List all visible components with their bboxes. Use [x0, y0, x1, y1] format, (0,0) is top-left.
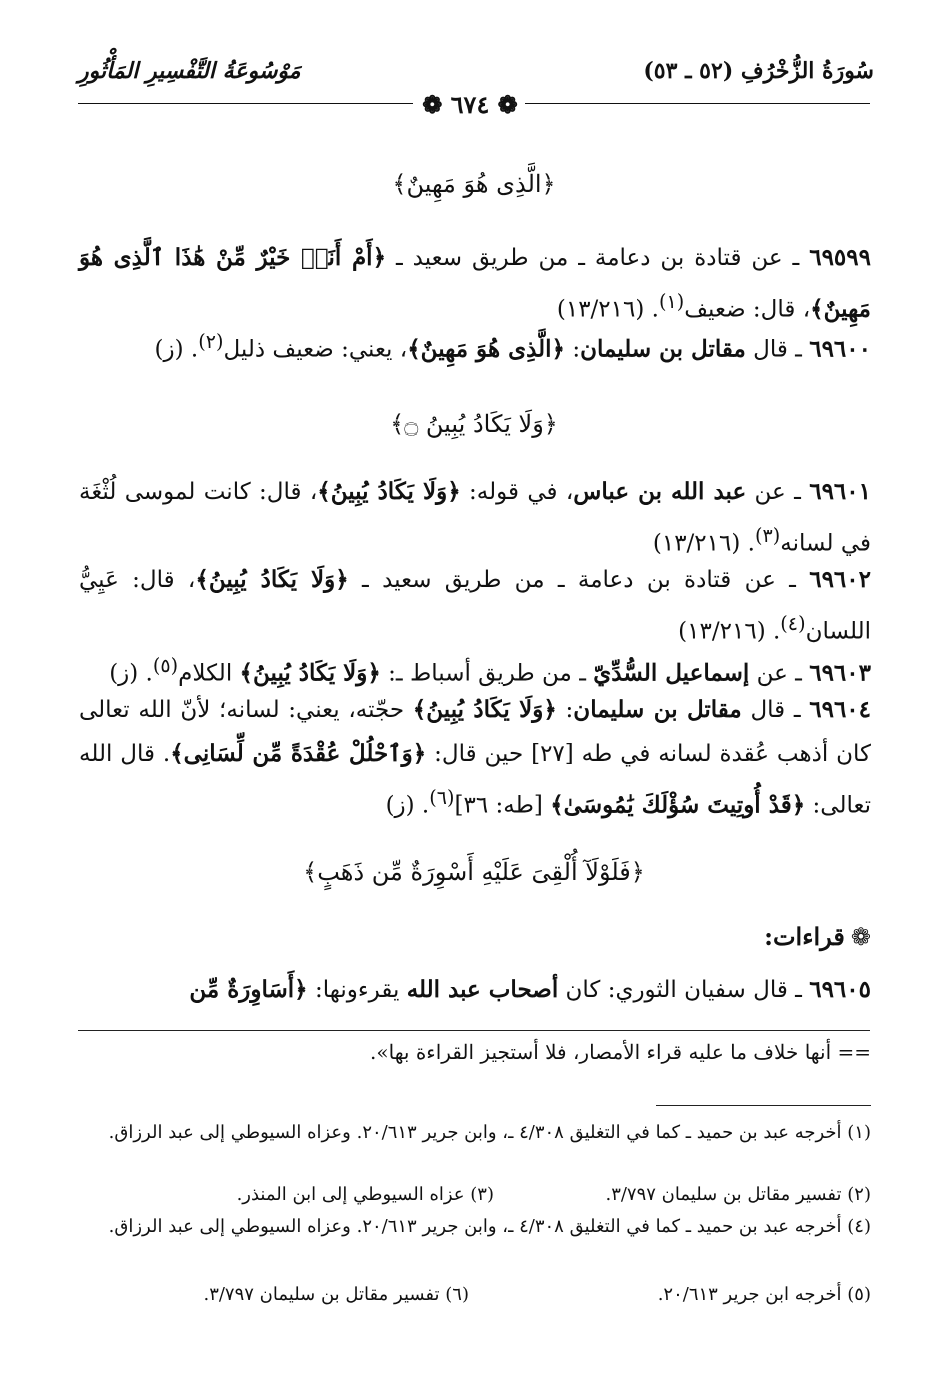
- narrator-name: عبد الله بن عباس: [573, 478, 747, 505]
- entry-number: ٦٩٦٠٤: [809, 696, 872, 723]
- header-rule-left: [78, 103, 413, 104]
- footnote-ref: (٤): [780, 612, 806, 635]
- entry-number: ٦٩٦٠١: [809, 478, 871, 505]
- entry-69600: ٦٩٦٠٠ ـ قال مقاتل بن سليمان: ﴿الَّذِى هُوَ مَهِينٌ﴾، يعني: ضعيف ذليل$^{(٢)}$. (ز): [154, 330, 871, 363]
- footnote-ref: (٣): [754, 524, 781, 547]
- narrator-name: أصحاب عبد الله: [406, 976, 559, 1003]
- footnote-ref: (١): [658, 290, 685, 313]
- footnote-ref: (٢): [198, 330, 224, 353]
- section-heading-qiraat: ❁قراءات:: [764, 922, 871, 951]
- narrator-name: مقاتل بن سليمان: [573, 696, 742, 723]
- footnote-5: (٥) أخرجه ابن جرير ٢٠/٦١٣.: [657, 1284, 871, 1305]
- footnote-6: (٦) تفسير مقاتل بن سليمان ٣/٧٩٧.: [203, 1284, 469, 1305]
- narrator-name: مقاتل بن سليمان: [580, 335, 746, 363]
- entry-number: ٦٩٥٩٩: [809, 244, 871, 271]
- narrator-name: إسماعيل السُّدِّيّ: [593, 659, 750, 687]
- quran-quote: ﴿وَلَا يَكَادُ يُبِينُ﴾: [239, 659, 381, 687]
- footnote-ref: (٥): [152, 654, 179, 677]
- quran-quote: ﴿وَلَا يَكَادُ يُبِينُ﴾: [317, 478, 461, 505]
- quran-quote: ﴿وَٱحْلُلْ عُقْدَةً مِّن لِّسَانِى﴾: [170, 740, 427, 767]
- footnote-ref: (٦): [429, 786, 455, 809]
- quran-quote: ﴿أَسَاوِرَةٌ مِّن: [189, 976, 308, 1003]
- flower-icon: ❁: [850, 923, 871, 951]
- page-number: ❁ ٦٧٤ ❁: [422, 90, 518, 119]
- book-title: مَوْسُوعَةُ التَّفْسِيرِ المَأْثُورِ: [78, 58, 301, 84]
- verse-heading-2: ﴿وَلَا يَكَادُ يُبِينُ ۝﴾: [390, 410, 558, 438]
- header-rule-right: [525, 103, 870, 104]
- footnote-1: (١) أخرجه عبد بن حميد ـ كما في التغليق ٤/٣٠٨ ـ، وابن جرير ٢٠/٦١٣. وعزاه السيوطي إلى عبد الرزاق.: [108, 1122, 871, 1143]
- surah-title: سُورَةُ الزُّخْرُفِ (٥٢ ـ ٥٣): [643, 58, 874, 84]
- quran-quote: ﴿وَلَا يَكَادُ يُبِينُ﴾: [412, 696, 557, 723]
- verse-heading-3: ﴿فَلَوْلَآ أُلْقِىَ عَلَيْهِ أَسْوِرَةٌ مِّن ذَهَبٍ﴾: [303, 858, 645, 886]
- entry-69602: ٦٩٦٠٢ ـ عن قتادة بن دعامة ـ من طريق سعيد ـ ﴿وَلَا يَكَادُ يُبِينُ﴾، قال: عَيِيُّ اللسان$^{(٤)}$. (١٣/٢١٦): [79, 566, 871, 645]
- verse-heading-1: ﴿الَّذِى هُوَ مَهِينٌ﴾: [392, 170, 556, 198]
- footnote-4: (٤) أخرجه عبد بن حميد ـ كما في التغليق ٤/٣٠٨ ـ، وابن جرير ٢٠/٦١٣. وعزاه السيوطي إلى عبد الرزاق.: [108, 1216, 871, 1237]
- footnote-continuation: == أنها خلاف ما عليه قراء الأمصار، فلا أستجيز القراءة بها».: [370, 1040, 871, 1064]
- quran-quote: ﴿وَلَا يَكَادُ يُبِينُ﴾: [195, 566, 349, 593]
- entry-69604: ٦٩٦٠٤ ـ قال مقاتل بن سليمان: ﴿وَلَا يَكَادُ يُبِينُ﴾ حجّته، يعني: لسانه؛ لأنّ الله تعالى كان أذهب عُقدة لسانه في طه [٢٧] حين قال: ﴿وَٱحْلُلْ عُقْدَةً مِّن لِّسَانِى﴾. قال الله تعالى: ﴿قَدْ أُوتِيتَ سُؤْلَكَ يَٰمُوسَىٰ﴾ [طه: ٣٦]$^{(٦)}$. (ز): [79, 696, 872, 819]
- entry-number: ٦٩٦٠٠: [809, 335, 871, 363]
- entry-number: ٦٩٦٠٢: [809, 566, 871, 593]
- quran-quote: ﴿أَمْ أَنَا۠ خَيْرٌ مِّنْ هَٰذَا ٱلَّذِى هُوَ مَهِينٌ﴾: [79, 244, 871, 323]
- entry-69605: ٦٩٦٠٥ ـ قال سفيان الثوري: كان أصحاب عبد الله يقرءونها: ﴿أَسَاوِرَةٌ مِّن: [189, 976, 871, 1003]
- entry-number: ٦٩٦٠٥: [809, 976, 871, 1003]
- quran-quote: ﴿الَّذِى هُوَ مَهِينٌ﴾: [407, 335, 566, 363]
- entry-69599: ٦٩٥٩٩ ـ عن قتادة بن دعامة ـ من طريق سعيد ـ ﴿أَمْ أَنَا۠ خَيْرٌ مِّنْ هَٰذَا ٱلَّذِى هُوَ مَهِينٌ﴾، قال: ضعيف$^{(١)}$. (١٣/٢١٦): [79, 244, 871, 323]
- entry-number: ٦٩٦٠٣: [809, 659, 871, 687]
- quran-quote: ﴿قَدْ أُوتِيتَ سُؤْلَكَ يَٰمُوسَىٰ﴾: [550, 791, 806, 819]
- entry-69601: ٦٩٦٠١ ـ عن عبد الله بن عباس، في قوله: ﴿وَلَا يَكَادُ يُبِينُ﴾، قال: كانت لموسى لُثْغَة في لسانه$^{(٣)}$. (١٣/٢١٦): [79, 478, 871, 557]
- entry-69603: ٦٩٦٠٣ ـ عن إسماعيل السُّدِّيّ ـ من طريق أسباط ـ: ﴿وَلَا يَكَادُ يُبِينُ﴾ الكلام$^{(٥)}$. (ز): [109, 654, 871, 687]
- footnote-3: (٣) عزاه السيوطي إلى ابن المنذر.: [236, 1184, 494, 1205]
- footnote-separator: [656, 1105, 871, 1106]
- footnote-2: (٢) تفسير مقاتل بن سليمان ٣/٧٩٧.: [605, 1184, 871, 1205]
- text-separator: [78, 1030, 870, 1031]
